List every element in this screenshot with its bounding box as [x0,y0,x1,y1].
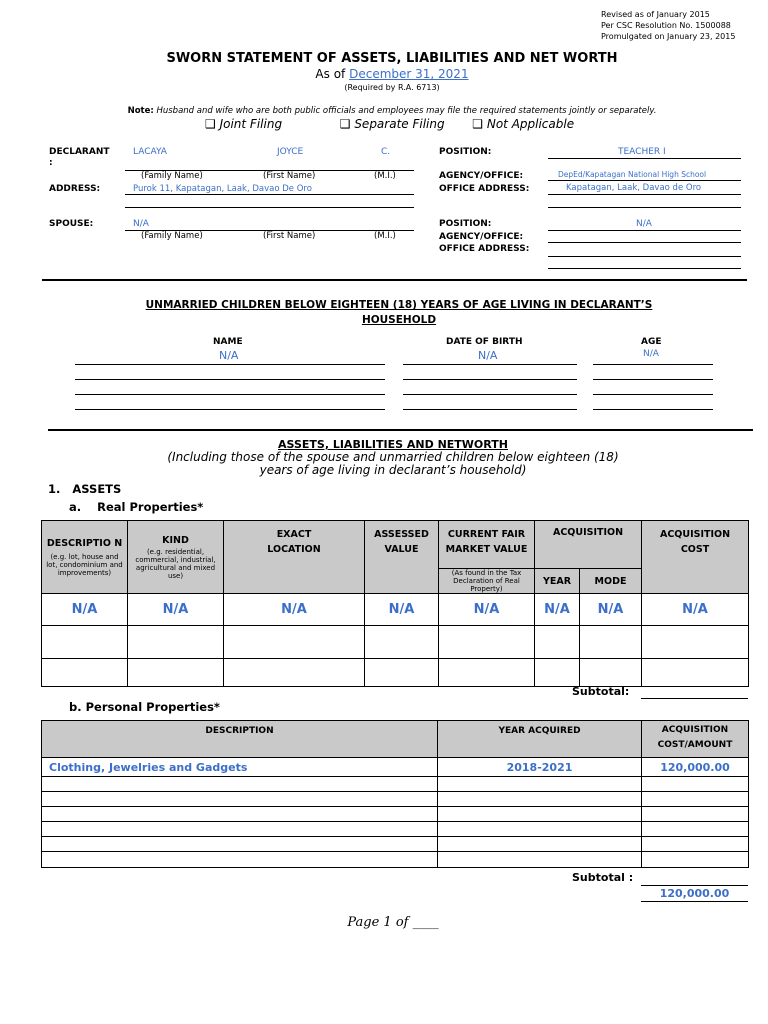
child-age-line [593,379,713,380]
personal-properties-table [41,720,749,868]
as-of-date: December 31, 2021 [349,67,469,81]
cell-year: N/A [535,594,580,626]
office-address-value: Kapatagan, Laak, Davao de Oro [566,183,702,193]
personal-subtotal-value: 120,000.00 [659,887,730,900]
personal-properties-heading: b. Personal Properties* [69,700,220,714]
cell [439,626,535,659]
as-of-label: As of [315,67,346,81]
personal-subtotal-label: Subtotal : [572,871,634,884]
cell [42,837,438,852]
col-assessed: ASSESSED VALUE [365,521,439,594]
cell [365,659,439,687]
cell-mode: N/A [580,594,642,626]
col-fair-value: CURRENT FAIR MARKET VALUE [439,521,535,569]
child-dob-line [403,364,577,365]
spouse-position-label: POSITION: [439,219,492,229]
child-age-line [593,364,713,365]
cell [642,777,749,792]
child-age-line [593,394,713,395]
declarant-label: DECLARANT [49,147,110,157]
spouse-office-address-label: OFFICE ADDRESS: [439,244,530,254]
cell [224,659,365,687]
cell [438,852,642,868]
real-subtotal-label: Subtotal: [572,685,630,698]
note [0,106,768,116]
spouse-name: N/A [133,219,149,229]
declarant-first-name: JOYCE [277,147,304,157]
agency-label: AGENCY/OFFICE: [439,171,524,181]
revision-line-3: Promulgated on January 23, 2015 [601,32,736,41]
section-divider-1 [42,279,747,281]
required-by: (Required by R.A. 6713) [344,83,440,92]
position-value: TEACHER I [618,147,666,157]
real-properties-heading: a. Real Properties* [69,500,204,514]
office-address-line-2 [548,207,741,208]
cell [42,777,438,792]
table-row [42,659,749,687]
table-row [42,758,749,777]
position-line [548,158,741,159]
office-address-label: OFFICE ADDRESS: [439,184,530,194]
spouse-label: SPOUSE: [49,219,94,229]
cell [580,659,642,687]
spouse-office-line-1 [548,256,741,257]
col-location: EXACT LOCATION [224,521,365,594]
personal-description-cell: Clothing, Jewelries and Gadgets [42,758,438,777]
revision-line-2: Per CSC Resolution No. 1500088 [601,21,731,30]
cell [642,837,749,852]
cell [42,852,438,868]
child-age-line [593,409,713,410]
cell-cost: N/A [642,594,749,626]
alnw-sub-2: years of age living in declarant’s household) [259,463,527,477]
spouse-mi-caption: (M.I.) [374,231,396,241]
col-description: DESCRIPTIO N (e.g. lot, house and lot, condominium and improvements) [42,521,128,594]
as-of-line [0,67,768,81]
col-mode: MODE [580,569,642,594]
separate-filing-checkbox[interactable]: ❑ Separate Filing [339,117,445,131]
cell [128,626,224,659]
personal-subtotal-bottom-line [641,901,748,902]
children-dob-value: N/A [478,349,498,362]
agency-line [548,180,741,181]
cell [438,807,642,822]
col-year: YEAR [535,569,580,594]
children-age-value: N/A [643,349,659,359]
cell [438,837,642,852]
mi-caption: (M.I.) [374,171,396,181]
note-text: Husband and wife who are both public officials and employees may file the required statements jointly or separately. [156,106,657,116]
address-label: ADDRESS: [49,184,101,194]
cell [42,626,128,659]
cell [535,659,580,687]
note-label: Note: [127,106,154,116]
cell [642,822,749,837]
table-row [42,626,749,659]
checkbox-icon: ❑ [205,117,216,131]
col-cost: ACQUISITION COST [642,521,749,594]
spouse-agency-line [548,242,741,243]
cell-location: N/A [224,594,365,626]
declarant-mi: C. [381,147,391,157]
declarant-colon: : [49,158,53,168]
cell [224,626,365,659]
joint-filing-checkbox[interactable]: ❑ Joint Filing [205,117,283,131]
child-name-line [75,409,385,410]
address-line-1 [125,194,414,195]
cell [535,626,580,659]
revision-block [601,9,735,42]
cell-kind: N/A [128,594,224,626]
cell [438,792,642,807]
children-dob-label: DATE OF BIRTH [446,337,523,347]
col-acquisition-cost: ACQUISITION COST/AMOUNT [642,721,749,758]
cell [42,807,438,822]
real-subtotal-line [641,698,748,699]
spouse-position-line [548,230,741,231]
table-row [42,792,749,807]
col-kind: KIND (e.g. residential, commercial, industrial, agricultural and mixed use) [128,521,224,594]
child-name-line [75,379,385,380]
page-title: SWORN STATEMENT OF ASSETS, LIABILITIES AND NET WORTH [166,51,618,66]
children-name-label: NAME [213,337,243,347]
cell-fair-value: N/A [439,594,535,626]
office-address-line-1 [548,194,741,195]
revision-line-1: Revised as of January 2015 [601,10,710,19]
cell [438,777,642,792]
cell [439,659,535,687]
filing-options [205,117,574,131]
personal-cost-cell: 120,000.00 [642,758,749,777]
not-applicable-checkbox[interactable]: ❑ Not Applicable [472,117,575,131]
section-divider-2 [48,429,753,431]
checkbox-icon: ❑ [472,117,484,131]
page-number: Page 1 of ____ [347,915,439,930]
cell [365,626,439,659]
table-row [42,837,749,852]
cell [128,659,224,687]
table-row [42,822,749,837]
cell [42,822,438,837]
agency-value: DepEd/Kapatagan National High School [558,170,707,179]
col-personal-description: DESCRIPTION [42,721,438,758]
real-properties-table [41,520,749,687]
address-value: Purok 11, Kapatagan, Laak, Davao De Oro [133,184,312,194]
col-acquisition: ACQUISITION [535,521,642,569]
spouse-position-value: N/A [636,219,652,229]
assets-heading: 1. ASSETS [48,482,122,496]
col-year-acquired: YEAR ACQUIRED [438,721,642,758]
checkbox-icon: ❑ [339,117,351,131]
alnw-sub-1: (Including those of the spouse and unmarried children below eighteen (18) [167,450,619,464]
table-row [42,777,749,792]
cell [642,659,749,687]
personal-subtotal-top-line [641,885,748,886]
spouse-office-line-2 [548,268,741,269]
cell [42,792,438,807]
table-row [42,594,749,626]
spouse-agency-label: AGENCY/OFFICE: [439,232,524,242]
cell [438,822,642,837]
children-name-value: N/A [219,349,239,362]
cell [642,792,749,807]
cell-description: N/A [42,594,128,626]
family-name-caption: (Family Name) [141,171,203,181]
children-title-1: UNMARRIED CHILDREN BELOW EIGHTEEN (18) YEARS OF AGE LIVING IN DECLARANT’S [145,299,653,311]
alnw-title: ASSETS, LIABILITIES AND NETWORTH [278,438,508,451]
cell [642,626,749,659]
first-name-caption: (First Name) [263,171,316,181]
address-line-2 [125,207,414,208]
child-dob-line [403,394,577,395]
cell-assessed: N/A [365,594,439,626]
child-name-line [75,394,385,395]
cell [42,659,128,687]
child-dob-line [403,409,577,410]
child-dob-line [403,379,577,380]
cell [642,807,749,822]
cell [580,626,642,659]
spouse-family-caption: (Family Name) [141,231,203,241]
personal-year-cell: 2018-2021 [438,758,642,777]
table-row [42,807,749,822]
declarant-family-name: LACAYA [133,147,167,157]
spouse-first-caption: (First Name) [263,231,316,241]
children-title-2: HOUSEHOLD [361,314,437,326]
position-label: POSITION: [439,147,492,157]
children-age-label: AGE [641,337,662,347]
tax-declaration-note: (As found in the Tax Declaration of Real Property) [439,569,535,594]
cell [642,852,749,868]
table-row [42,852,749,868]
child-name-line [75,364,385,365]
